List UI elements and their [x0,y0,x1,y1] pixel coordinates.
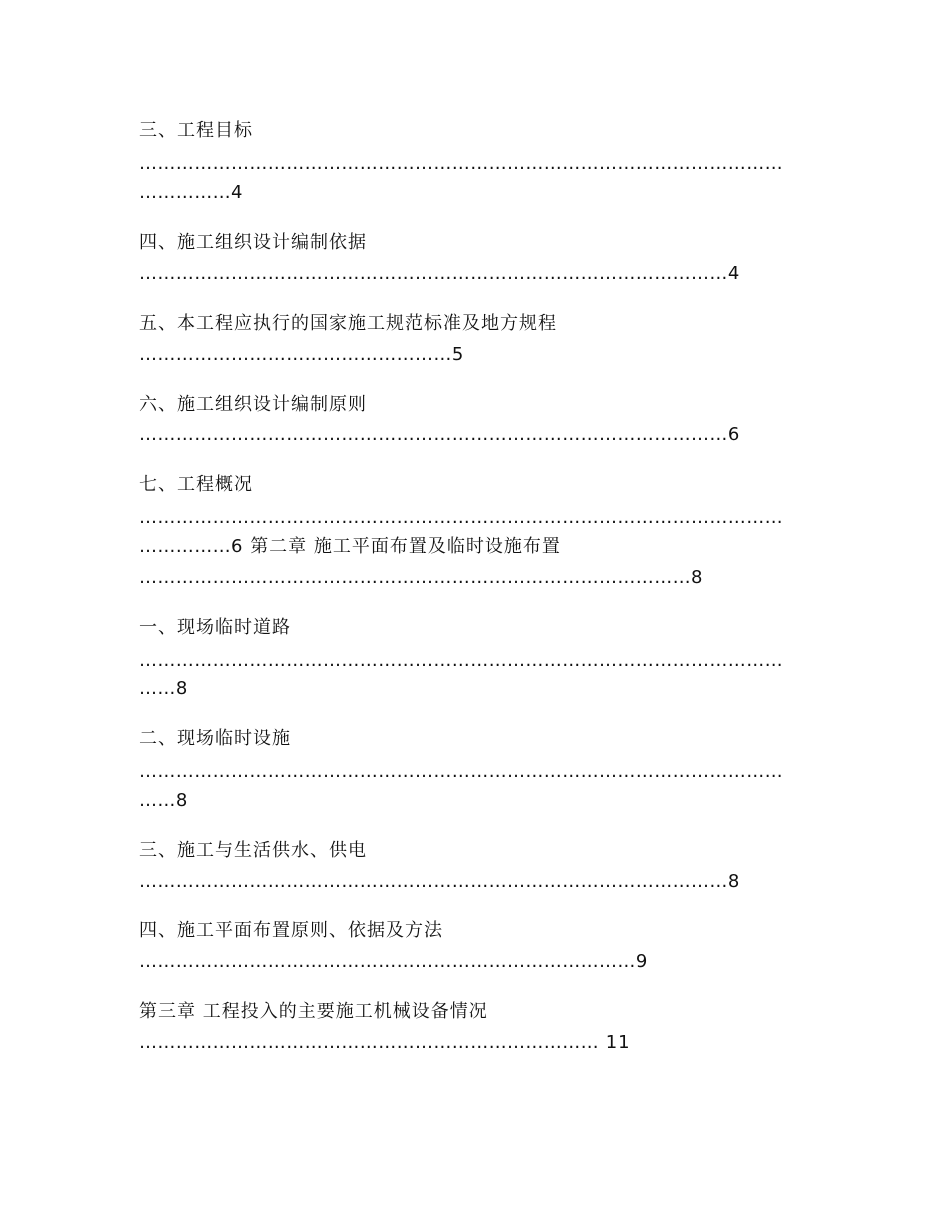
toc-leader-dots: …………… [139,182,231,203]
toc-chapter-title: 第三章 工程投入的主要施工机械设备情况 [139,1001,488,1022]
toc-entry-title: 二、现场临时设施 [139,728,291,749]
toc-leader-dots: …………………………………………………………………………………… [139,424,728,445]
toc-leader-dots: ………………………………………………………………… [139,1032,599,1053]
toc-leader-dots: …………………………………………………………………………………………… [139,153,783,174]
toc-page-number: 6 [231,536,244,557]
toc-page-number: 6 [727,424,741,445]
toc-entry-leader [139,950,648,974]
toc-chapter-title: 第二章 施工平面布置及临时设施布置 [250,536,561,557]
toc-page-number: 8 [175,790,189,811]
toc-leader-dots: …………………………………………………………………………………………… [139,761,783,782]
toc-leader-dots: …………………………………………………………………………………………… [139,507,783,528]
toc-leader-dots: …… [139,790,176,811]
toc-entry-leader [139,423,740,447]
toc-page-number: 9 [635,951,649,972]
toc-leader-dots: …………………………………………… [139,344,452,365]
toc-entry-title: 一、现场临时道路 [139,617,291,638]
toc-entry-leader [139,343,464,367]
toc-entry-title: 三、施工与生活供水、供电 [139,840,367,861]
toc-entry-leader [139,789,188,813]
toc-entry-title: 六、施工组织设计编制原则 [139,394,367,415]
toc-page-number: 8 [727,871,741,892]
toc-leader-dots: …………… [139,536,231,557]
toc-page-number: 4 [727,263,741,284]
toc-page-number: 8 [691,567,704,588]
toc-entry-leader [139,181,243,205]
toc-entry-title: 四、施工平面布置原则、依据及方法 [139,920,443,941]
toc-entry-leader [139,262,740,286]
toc-leader-dots: ……………………………………………………………………… [139,951,636,972]
toc-entry-title: 七、工程概况 [139,474,253,495]
toc-entry-leader [139,566,703,590]
toc-entry-leader [139,677,188,701]
toc-leader-dots: …… [139,678,176,699]
toc-entry-title: 五、本工程应执行的国家施工规范标准及地方规程 [139,313,557,334]
toc-page-number: 4 [231,182,244,203]
toc-entry-title: 四、施工组织设计编制依据 [139,232,367,253]
toc-page-number: 5 [451,344,465,365]
toc-page-number: 11 [605,1032,631,1053]
toc-entry-title: 三、工程目标 [139,120,253,141]
toc-leader-dots: …………………………………………………………………………………… [139,871,728,892]
toc-leader-dots: …………………………………………………………………………………… [139,263,728,284]
toc-entry-leader [139,535,561,559]
toc-page-number: 8 [175,678,189,699]
toc-entry-leader [139,1031,631,1055]
toc-entry-leader [139,870,740,894]
toc-leader-dots: …………………………………………………………………………………………… [139,650,783,671]
toc-leader-dots: ……………………………………………………………………………… [139,567,691,588]
